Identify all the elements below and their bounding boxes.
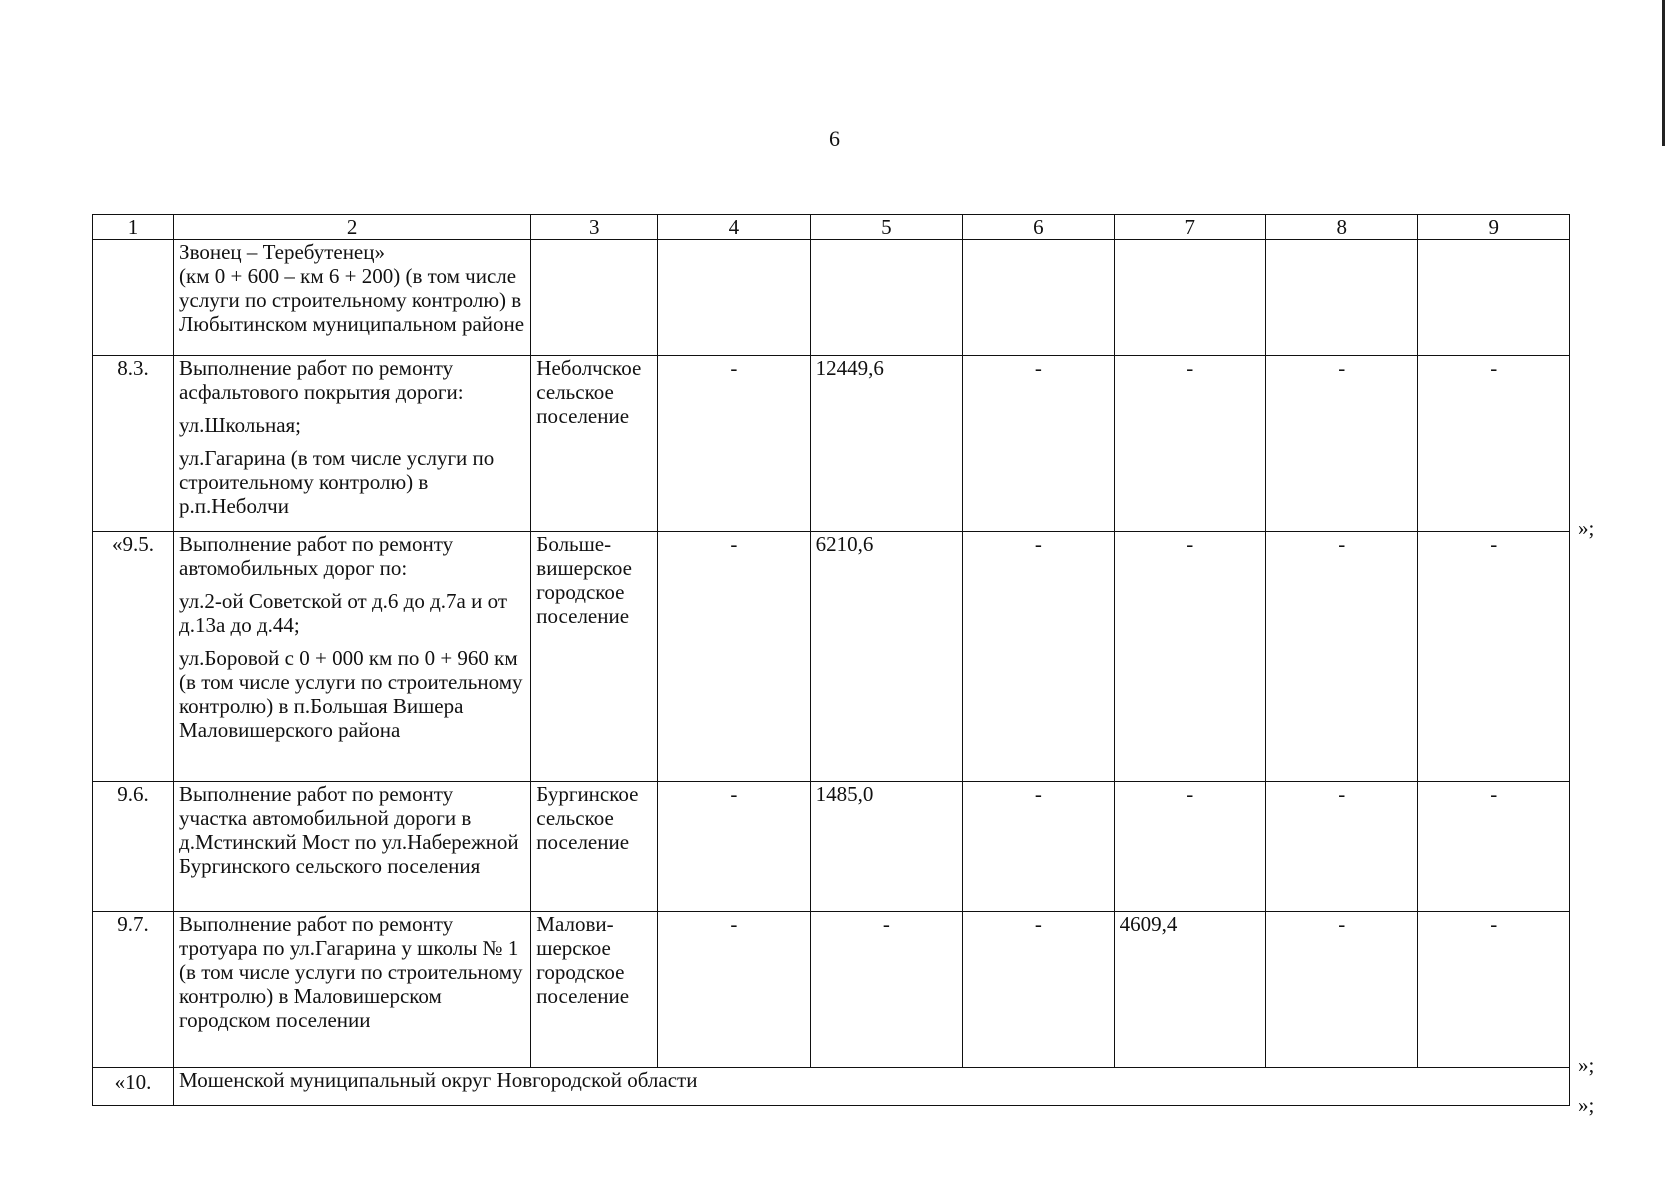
value-cell: - <box>658 532 810 782</box>
value-cell: - <box>1418 532 1570 782</box>
description-paragraph: Выполнение работ по ремонту автомобильных дорог по: <box>179 532 454 580</box>
value-cell: 1485,0 <box>810 782 962 912</box>
row-description-cell <box>174 356 531 532</box>
description-paragraph: Выполнение работ по ремонту асфальтового покрытия дороги: <box>179 356 464 404</box>
column-header-row <box>93 215 1570 240</box>
organization-cell: Больше-вишерское городское поселение <box>531 532 658 782</box>
row-description-cell <box>174 240 531 356</box>
row-number: 8.3. <box>93 356 174 532</box>
organization-cell: Неболчское сельское поселение <box>531 356 658 532</box>
column-header: 6 <box>963 215 1114 240</box>
column-header: 7 <box>1114 215 1265 240</box>
value-cell: - <box>1114 532 1265 782</box>
region-title: Мошенской муниципальный округ Новгородской области <box>174 1068 1570 1106</box>
budget-table <box>92 214 1570 1106</box>
value-cell: - <box>658 356 810 532</box>
description-paragraph: Выполнение работ по ремонту тротуара по ул.Гагарина у школы № 1 (в том числе услуги по строительному контролю) в Маловишерском городском поселении <box>179 912 523 1032</box>
value-cell: - <box>1266 532 1418 782</box>
description-paragraph: ул.Гагарина (в том числе услуги по строительному контролю) в р.п.Неболчи <box>179 446 495 518</box>
row-description-cell <box>174 912 531 1068</box>
value-cell: - <box>1418 782 1570 912</box>
table-row <box>93 912 1570 1068</box>
value-cell: - <box>1418 912 1570 1068</box>
column-header: 5 <box>810 215 962 240</box>
scan-edge-mark <box>1662 0 1665 146</box>
value-cell: 12449,6 <box>810 356 962 532</box>
value-cell <box>1266 240 1418 356</box>
value-cell: 6210,6 <box>810 532 962 782</box>
organization-cell: Бургинское сельское поселение <box>531 782 658 912</box>
value-cell <box>531 240 658 356</box>
column-header: 1 <box>93 215 174 240</box>
page-number: 6 <box>829 126 840 151</box>
value-cell: 4609,4 <box>1114 912 1265 1068</box>
value-cell: - <box>810 912 962 1068</box>
column-header: 9 <box>1418 215 1570 240</box>
row-number: «10. <box>93 1068 174 1106</box>
value-cell: - <box>658 912 810 1068</box>
row-number: «9.5. <box>93 532 174 782</box>
table-row <box>93 782 1570 912</box>
value-cell: - <box>658 782 810 912</box>
value-cell <box>658 240 810 356</box>
row-description-cell <box>174 532 531 782</box>
description-paragraph: Выполнение работ по ремонту участка автомобильной дороги в д.Мстинский Мост по ул.Набережной Бургинского сельского поселения <box>179 782 519 878</box>
table-row <box>93 532 1570 782</box>
description-paragraph: ул.2-ой Советской от д.6 до д.7а и от д.13а до д.44; <box>179 589 507 637</box>
organization-cell: Малови-шерское городское поселение <box>531 912 658 1068</box>
table-row <box>93 356 1570 532</box>
value-cell <box>1418 240 1570 356</box>
value-cell: - <box>1266 356 1418 532</box>
closing-quote-mark: »; <box>1578 516 1595 540</box>
value-cell: - <box>1418 356 1570 532</box>
value-cell <box>1114 240 1265 356</box>
column-header: 2 <box>174 215 531 240</box>
value-cell: - <box>1114 356 1265 532</box>
value-cell: - <box>963 532 1114 782</box>
description-paragraph: ул.Боровой с 0 + 000 км по 0 + 960 км (в том числе услуги по строительному контролю) в п.Большая Вишера Маловишерского района <box>179 646 523 742</box>
closing-quote-mark: »; <box>1578 1093 1595 1117</box>
column-header: 3 <box>531 215 658 240</box>
row-number-cell <box>93 240 174 356</box>
value-cell: - <box>1266 912 1418 1068</box>
column-header: 8 <box>1266 215 1418 240</box>
value-cell: - <box>1114 782 1265 912</box>
row-description-cell <box>174 782 531 912</box>
row-number: 9.6. <box>93 782 174 912</box>
column-header: 4 <box>658 215 810 240</box>
closing-quote-mark: »; <box>1578 1053 1595 1077</box>
table-row-continuation <box>93 240 1570 356</box>
value-cell <box>963 240 1114 356</box>
row-number: 9.7. <box>93 912 174 1068</box>
value-cell: - <box>963 356 1114 532</box>
continuation-text: Звонец – Теребутенец» (км 0 + 600 – км 6 + 200) (в том числе услуги по строительному контролю) в Любытинском муниципальном районе <box>179 240 525 336</box>
value-cell: - <box>963 782 1114 912</box>
value-cell: - <box>963 912 1114 1068</box>
description-paragraph: ул.Школьная; <box>179 413 302 437</box>
table-row-region <box>93 1068 1570 1106</box>
value-cell: - <box>1266 782 1418 912</box>
value-cell <box>810 240 962 356</box>
